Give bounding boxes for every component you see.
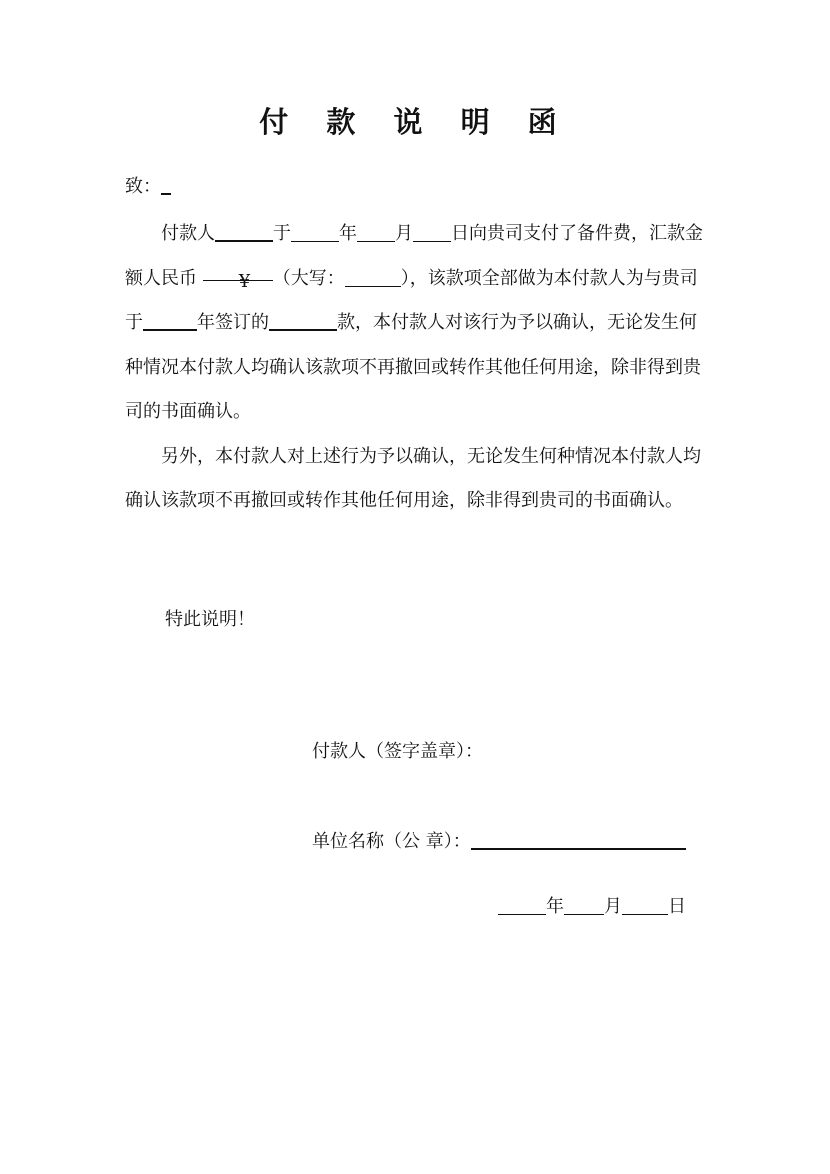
payer-label: 付款人 — [161, 223, 215, 244]
yen-symbol: ¥ — [238, 270, 251, 292]
recipient-line — [125, 172, 171, 202]
unit-name-line — [312, 827, 686, 857]
sign-year-label: 年 — [546, 896, 564, 917]
capital-amount-blank[interactable] — [345, 266, 401, 287]
letter-body — [125, 212, 710, 524]
year-blank[interactable] — [291, 221, 339, 242]
amount-blank[interactable] — [203, 260, 273, 292]
text-purpose: ），该款项全部做为本付款人为与贵司于 — [125, 267, 698, 333]
sign-month-label: 月 — [604, 896, 622, 917]
sign-month-blank[interactable] — [564, 894, 604, 915]
sign-day-label: 日 — [668, 896, 686, 917]
contract-blank[interactable] — [269, 309, 337, 331]
recipient-label: 致： — [125, 176, 161, 197]
text-capital: （大写： — [272, 267, 345, 289]
text-year: 年 — [339, 223, 357, 244]
text-confirm: 款，本付款人对该行为予以确认，无论发生何种情况本付款人均确认该款项不再撤回或转作其他任何用途，除非得到贵司的书面确认。 — [125, 312, 701, 422]
contract-year-blank[interactable] — [143, 309, 197, 331]
text-month: 月 — [395, 223, 413, 244]
sign-day-blank[interactable] — [622, 894, 668, 915]
date-line — [498, 892, 686, 922]
sign-year-blank[interactable] — [498, 894, 546, 915]
text-yu: 于 — [273, 223, 291, 244]
unit-name-blank[interactable] — [471, 828, 686, 850]
payer-blank[interactable] — [215, 220, 273, 242]
payer-signature-label: 付款人（签字盖章）： — [312, 741, 483, 762]
recipient-blank[interactable] — [161, 173, 171, 195]
closing-remark: 特此说明！ — [165, 609, 255, 630]
text-signed: 年签订的 — [197, 312, 269, 333]
month-blank[interactable] — [357, 221, 395, 242]
unit-name-label: 单位名称（公 章）： — [312, 831, 471, 852]
paragraph-1 — [125, 212, 710, 435]
day-blank[interactable] — [413, 221, 451, 242]
text-payment: 日向贵司支付了备件费，汇款金额人民币 — [125, 223, 703, 289]
document-title: 付 款 说 明 函 — [259, 105, 571, 139]
paragraph-2: 另外，本付款人对上述行为予以确认，无论发生何种情况本付款人均确认该款项不再撤回或转作其他任何用途，除非得到贵司的书面确认。 — [125, 445, 701, 511]
